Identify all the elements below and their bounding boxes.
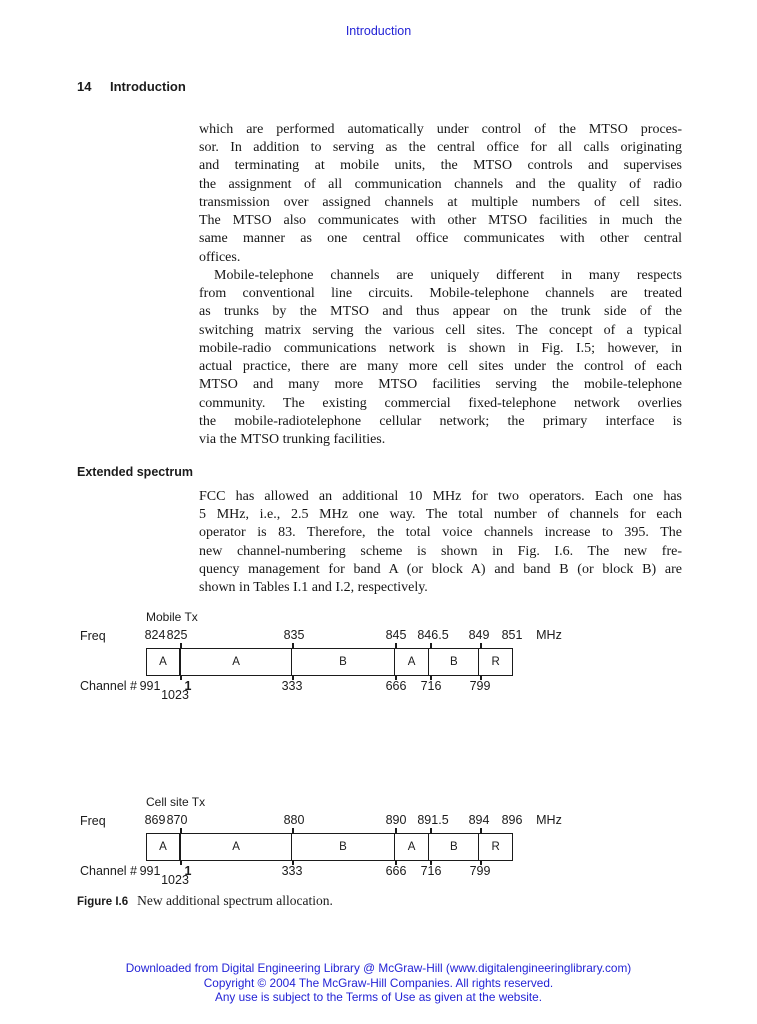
paragraph-3 xyxy=(199,488,682,597)
page-number: 14 xyxy=(77,79,92,94)
freq-label: 851 xyxy=(501,628,523,642)
text-line: 5 MHz, i.e., 2.5 MHz one way. The total number of channels for each xyxy=(199,507,682,523)
text-line: via the MTSO trunking facilities. xyxy=(199,431,386,447)
freq-label: 824 xyxy=(144,628,166,642)
channel-label: 333 xyxy=(281,679,303,693)
freq-label: 846.5 xyxy=(417,628,449,642)
freq-tick xyxy=(480,828,482,833)
footer-notice xyxy=(0,961,757,1005)
freq-label: 870 xyxy=(166,813,188,827)
text-line: switching matrix serving the various cell sites. The concept of a typical xyxy=(199,322,682,338)
footer-line: Copyright © 2004 The McGraw-Hill Companies. All rights reserved. xyxy=(203,975,554,990)
freq-tick xyxy=(292,643,294,648)
text-line: new channel-numbering scheme is shown in Fig. I.6. The new fre- xyxy=(199,543,682,559)
band-segment: A xyxy=(181,834,292,860)
text-line: shown in Tables I.1 and I.2, respectively. xyxy=(199,580,428,596)
text-line: actual practice, there are many more cell sites under the control of each xyxy=(199,359,682,375)
freq-tick xyxy=(430,828,432,833)
text-line: from conventional line circuits. Mobile-telephone channels are treated xyxy=(199,286,682,302)
text-line: which are performed automatically under control of the MTSO proces- xyxy=(199,122,682,137)
figure-caption xyxy=(77,893,333,909)
freq-tick xyxy=(430,643,432,648)
band-segment: B xyxy=(292,649,394,675)
text-line: The MTSO also communicates with other MTSO facilities in much the xyxy=(199,213,682,229)
text-line: operator is 83. Therefore, the total voice channels increase to 395. The xyxy=(199,525,682,541)
band-segment: A xyxy=(181,649,292,675)
freq-tick xyxy=(180,643,182,648)
band-segment: B xyxy=(429,834,479,860)
channel-label: 991 xyxy=(139,679,161,693)
channel-label: 716 xyxy=(420,864,442,878)
spectrum-band-box xyxy=(146,833,513,861)
spectrum-diagram-cell-site-tx xyxy=(0,795,757,895)
text-line: FCC has allowed an additional 10 MHz for two operators. Each one has xyxy=(199,489,682,504)
channel-label-1023: 1023 xyxy=(161,873,189,887)
chapter-title: Introduction xyxy=(110,79,186,94)
freq-label: 891.5 xyxy=(417,813,449,827)
band-segment: B xyxy=(429,649,479,675)
text-line: and terminating at mobile units, the MTSO controls and supervises xyxy=(199,158,682,174)
figure-caption-label: Figure I.6 xyxy=(77,896,129,908)
channel-label: 333 xyxy=(281,864,303,878)
footer-line: Downloaded from Digital Engineering Library @ McGraw-Hill (www.digitalengineeringlibrary.com) xyxy=(125,961,632,975)
text-line: mobile-radio communications network is shown in Fig. I.5; however, in xyxy=(199,340,682,356)
text-line: sor. In addition to serving as the central office for all calls originating xyxy=(199,140,682,156)
text-line: as trunks by the MTSO and thus appear on the trunk side of the xyxy=(199,304,682,320)
freq-unit-label: MHz xyxy=(536,628,562,642)
band-segment: A xyxy=(147,834,181,860)
text-line: Mobile-telephone channels are uniquely different in many respects xyxy=(214,268,682,283)
band-segment: R xyxy=(491,841,500,853)
channel-tick xyxy=(180,861,182,865)
running-header: Introduction xyxy=(345,24,412,38)
freq-label: 849 xyxy=(468,628,490,642)
channel-axis-label: Channel # xyxy=(80,864,137,878)
channel-label: 1 xyxy=(184,864,192,878)
channel-label: 666 xyxy=(385,679,407,693)
freq-tick xyxy=(480,643,482,648)
text-line: quency management for band A (or block A) and band B (or block B) are xyxy=(199,561,682,577)
paragraph-1 xyxy=(199,121,682,267)
channel-label-1023: 1023 xyxy=(161,688,189,702)
freq-tick xyxy=(292,828,294,833)
freq-tick xyxy=(395,828,397,833)
freq-label: 890 xyxy=(385,813,407,827)
freq-label: 880 xyxy=(283,813,305,827)
freq-tick xyxy=(395,643,397,648)
freq-tick xyxy=(180,828,182,833)
diagram-title: Cell site Tx xyxy=(146,795,206,809)
band-segment: B xyxy=(292,834,394,860)
channel-label: 799 xyxy=(469,864,491,878)
band-segment: R xyxy=(491,656,500,668)
text-line: community. The existing commercial fixed-telephone network overlies xyxy=(199,395,682,411)
freq-label: 896 xyxy=(501,813,523,827)
band-segment: A xyxy=(395,649,430,675)
band-segment: A xyxy=(147,649,181,675)
channel-tick xyxy=(180,676,182,680)
spectrum-diagram-mobile-tx xyxy=(0,610,757,710)
channel-label: 666 xyxy=(385,864,407,878)
paragraph-2 xyxy=(199,267,682,449)
channel-label: 1 xyxy=(184,679,192,693)
channel-label: 799 xyxy=(469,679,491,693)
channel-axis-label: Channel # xyxy=(80,679,137,693)
figure-caption-text: New additional spectrum allocation. xyxy=(137,893,333,908)
freq-label: 869 xyxy=(144,813,166,827)
text-line: same manner as one central office communicates with other central xyxy=(199,231,682,247)
freq-unit-label: MHz xyxy=(536,813,562,827)
freq-label: 835 xyxy=(283,628,305,642)
text-line: offices. xyxy=(199,249,241,265)
freq-label: 845 xyxy=(385,628,407,642)
freq-label: 894 xyxy=(468,813,490,827)
band-segment: A xyxy=(395,834,430,860)
text-line: transmission over assigned channels at multiple numbers of cell sites. xyxy=(199,194,682,210)
spectrum-band-box xyxy=(146,648,513,676)
footer-line: Any use is subject to the Terms of Use as given at the website. xyxy=(215,990,542,1005)
channel-label: 991 xyxy=(139,864,161,878)
page-header xyxy=(77,79,186,94)
text-line: the mobile-radiotelephone cellular network; the primary interface is xyxy=(199,413,682,429)
text-line: MTSO and many more MTSO facilities serving the mobile-telephone xyxy=(199,377,682,393)
diagram-title: Mobile Tx xyxy=(146,610,198,624)
freq-axis-label: Freq xyxy=(80,814,106,828)
section-heading: Extended spectrum xyxy=(77,465,194,479)
freq-label: 825 xyxy=(166,628,188,642)
freq-axis-label: Freq xyxy=(80,629,106,643)
channel-label: 716 xyxy=(420,679,442,693)
text-line: the assignment of all communication channels and the quality of radio xyxy=(199,176,682,192)
